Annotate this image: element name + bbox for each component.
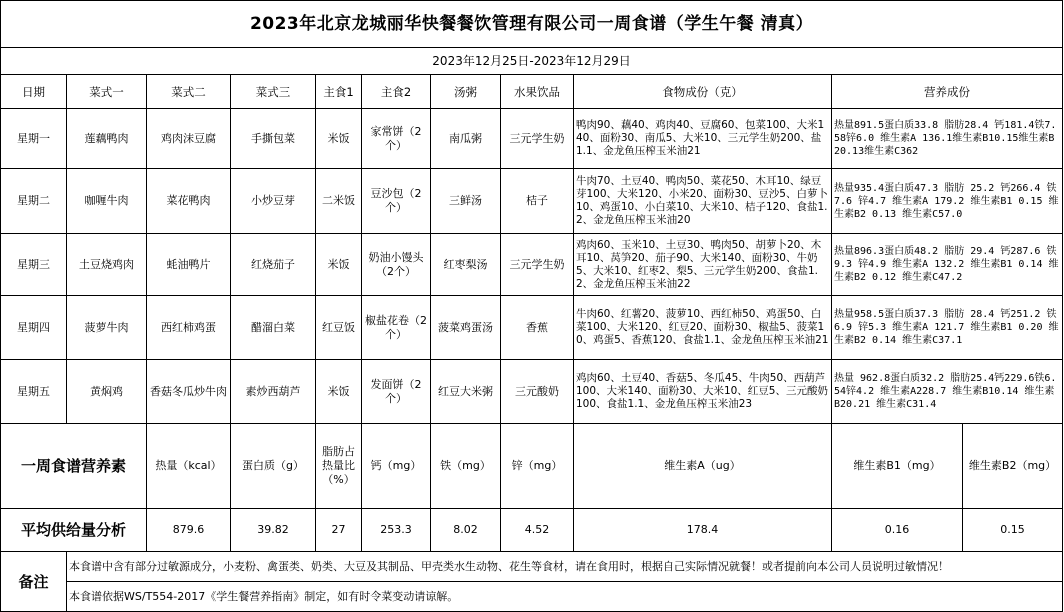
value-energy: 879.6 xyxy=(147,509,231,552)
date-range: 2023年12月25日-2023年12月29日 xyxy=(1,48,1063,75)
soup-cell: 红豆大米粥 xyxy=(431,360,501,424)
dish2-cell: 香菇冬瓜炒牛肉 xyxy=(147,360,231,424)
dish2-cell: 鸡肉沫豆腐 xyxy=(147,109,231,169)
summary-col-fat-ratio: 脂肪占热量比（%） xyxy=(316,424,362,509)
nutrition-cell: 热量 962.8蛋白质32.2 脂肪25.4钙229.6铁6.54锌4.2 维生素A228.7 维生素B10.14 维生素B20.21 维生素C31.4 xyxy=(832,360,1063,424)
day-cell: 星期二 xyxy=(1,169,67,234)
dish1-cell: 黄焖鸡 xyxy=(67,360,147,424)
fruit-cell: 香蕉 xyxy=(501,296,574,360)
fruit-cell: 桔子 xyxy=(501,169,574,234)
dish3-cell: 手撕包菜 xyxy=(231,109,316,169)
day-cell: 星期一 xyxy=(1,109,67,169)
dish1-cell: 咖喱牛肉 xyxy=(67,169,147,234)
dish1-cell: 菠萝牛肉 xyxy=(67,296,147,360)
notes-row xyxy=(1,582,1063,612)
ingredients-cell: 鸡肉60、玉米10、土豆30、鸭肉50、胡萝卜20、木耳10、莴笋20、茄子90、大米140、面粉30、牛奶5、大米10、红枣2、梨5、三元学生奶200、食盐1.2、金龙鱼压榨玉米油22 xyxy=(574,234,832,296)
header-ingredients: 食物成份（克） xyxy=(574,75,832,109)
table-row xyxy=(1,296,1063,360)
summary-label: 一周食谱营养素 xyxy=(1,424,147,509)
staple1-cell: 二米饭 xyxy=(316,169,362,234)
fruit-cell: 三元学生奶 xyxy=(501,109,574,169)
ingredients-cell: 牛肉70、土豆40、鸭肉50、菜花50、木耳10、绿豆芽100、大米120、小米20、面粉30、豆沙5、白萝卜10、鸡蛋10、小白菜10、大米10、桔子120、食盐1.2、金龙鱼压榨玉米油20 xyxy=(574,169,832,234)
value-zinc: 4.52 xyxy=(501,509,574,552)
table-row xyxy=(1,109,1063,169)
header-soup: 汤粥 xyxy=(431,75,501,109)
dish3-cell: 醋溜白菜 xyxy=(231,296,316,360)
dish1-cell: 土豆烧鸡肉 xyxy=(67,234,147,296)
value-vitamin-b2: 0.15 xyxy=(963,509,1063,552)
dish3-cell: 素炒西葫芦 xyxy=(231,360,316,424)
average-label: 平均供给量分析 xyxy=(1,509,147,552)
value-protein: 39.82 xyxy=(231,509,316,552)
header-staple1: 主食1 xyxy=(316,75,362,109)
header-dish3: 菜式三 xyxy=(231,75,316,109)
header-nutrition: 营养成份 xyxy=(832,75,1063,109)
nutrition-cell: 热量896.3蛋白质48.2 脂肪 29.4 钙287.6 铁9.3 锌4.9 维生素A 132.2 维生素B1 0.14 维生素B2 0.12 维生素C47.2 xyxy=(832,234,1063,296)
staple2-cell: 奶油小馒头（2个） xyxy=(362,234,431,296)
value-fat-ratio: 27 xyxy=(316,509,362,552)
header-staple2: 主食2 xyxy=(362,75,431,109)
staple1-cell: 米饭 xyxy=(316,360,362,424)
header-dish2: 菜式二 xyxy=(147,75,231,109)
notes-allergen: 本食谱中含有部分过敏源成分，小麦粉、禽蛋类、奶类、大豆及其制品、甲壳类水生动物、花生等食材，请在食用时，根据自己实际情况就餐！或者提前向本公司人员说明过敏情况！ xyxy=(67,552,1063,582)
staple1-cell: 米饭 xyxy=(316,109,362,169)
table-row xyxy=(1,234,1063,296)
summary-values-row xyxy=(1,509,1063,552)
ingredients-cell: 鸡肉60、土豆40、香菇5、冬瓜45、牛肉50、西葫芦100、大米140、面粉30、大米10、红豆5、三元酸奶100、食盐1.1、金龙鱼压榨玉米油23 xyxy=(574,360,832,424)
nutrition-cell: 热量958.5蛋白质37.3 脂肪 28.4 钙251.2 铁6.9 锌5.3 维生素A 121.7 维生素B1 0.20 维生素B2 0.14 维生素C37.1 xyxy=(832,296,1063,360)
summary-col-iron: 铁（mg） xyxy=(431,424,501,509)
fruit-cell: 三元酸奶 xyxy=(501,360,574,424)
dish3-cell: 小炒豆芽 xyxy=(231,169,316,234)
dish2-cell: 西红柿鸡蛋 xyxy=(147,296,231,360)
ingredients-cell: 鸭肉90、藕40、鸡肉40、豆腐60、包菜100、大米140、面粉30、南瓜5、大米10、三元学生奶200、盐1.1、金龙鱼压榨玉米油21 xyxy=(574,109,832,169)
value-calcium: 253.3 xyxy=(362,509,431,552)
staple1-cell: 米饭 xyxy=(316,234,362,296)
header-fruit: 水果饮品 xyxy=(501,75,574,109)
soup-cell: 菠菜鸡蛋汤 xyxy=(431,296,501,360)
table-row xyxy=(1,360,1063,424)
soup-cell: 南瓜粥 xyxy=(431,109,501,169)
notes-row xyxy=(1,552,1063,582)
staple1-cell: 红豆饭 xyxy=(316,296,362,360)
summary-col-vitamin-b2: 维生素B2（mg） xyxy=(963,424,1063,509)
summary-col-calcium: 钙（mg） xyxy=(362,424,431,509)
value-vitamin-b1: 0.16 xyxy=(832,509,963,552)
summary-col-vitamin-a: 维生素A（ug） xyxy=(574,424,832,509)
day-cell: 星期四 xyxy=(1,296,67,360)
notes-label: 备注 xyxy=(1,552,67,612)
header-date: 日期 xyxy=(1,75,67,109)
page-title: 2023年北京龙城丽华快餐餐饮管理有限公司一周食谱（学生午餐 清真） xyxy=(1,1,1063,48)
nutrition-cell: 热量935.4蛋白质47.3 脂肪 25.2 钙266.4 铁7.6 锌4.7 维生素A 179.2 维生素B1 0.15 维生素B2 0.13 维生素C57.0 xyxy=(832,169,1063,234)
soup-cell: 三鲜汤 xyxy=(431,169,501,234)
table-row xyxy=(1,169,1063,234)
summary-col-protein: 蛋白质（g） xyxy=(231,424,316,509)
soup-cell: 红枣梨汤 xyxy=(431,234,501,296)
summary-col-vitamin-b1: 维生素B1（mg） xyxy=(832,424,963,509)
summary-col-energy: 热量（kcal） xyxy=(147,424,231,509)
fruit-cell: 三元学生奶 xyxy=(501,234,574,296)
summary-col-zinc: 锌（mg） xyxy=(501,424,574,509)
ingredients-cell: 牛肉60、红薯20、菠萝10、西红柿50、鸡蛋50、白菜100、大米120、红豆20、面粉30、椒盐5、菠菜10、鸡蛋5、香蕉120、食盐1.1、金龙鱼压榨玉米油21 xyxy=(574,296,832,360)
notes-guideline: 本食谱依据WS/T554-2017《学生餐营养指南》制定，如有时令菜变动请谅解。 xyxy=(67,582,1063,612)
dish3-cell: 红烧茄子 xyxy=(231,234,316,296)
header-dish1: 菜式一 xyxy=(67,75,147,109)
staple2-cell: 椒盐花卷（2个） xyxy=(362,296,431,360)
staple2-cell: 发面饼（2个） xyxy=(362,360,431,424)
day-cell: 星期五 xyxy=(1,360,67,424)
dish2-cell: 蚝油鸭片 xyxy=(147,234,231,296)
dish2-cell: 菜花鸭肉 xyxy=(147,169,231,234)
day-cell: 星期三 xyxy=(1,234,67,296)
staple2-cell: 家常饼（2个） xyxy=(362,109,431,169)
staple2-cell: 豆沙包（2个） xyxy=(362,169,431,234)
value-iron: 8.02 xyxy=(431,509,501,552)
nutrition-cell: 热量891.5蛋白质33.8 脂肪28.4 钙181.4铁7.58锌6.0 维生素A 136.1维生素B10.15维生素B20.13维生素C362 xyxy=(832,109,1063,169)
value-vitamin-a: 178.4 xyxy=(574,509,832,552)
summary-header-row xyxy=(1,424,1063,509)
dish1-cell: 莲藕鸭肉 xyxy=(67,109,147,169)
